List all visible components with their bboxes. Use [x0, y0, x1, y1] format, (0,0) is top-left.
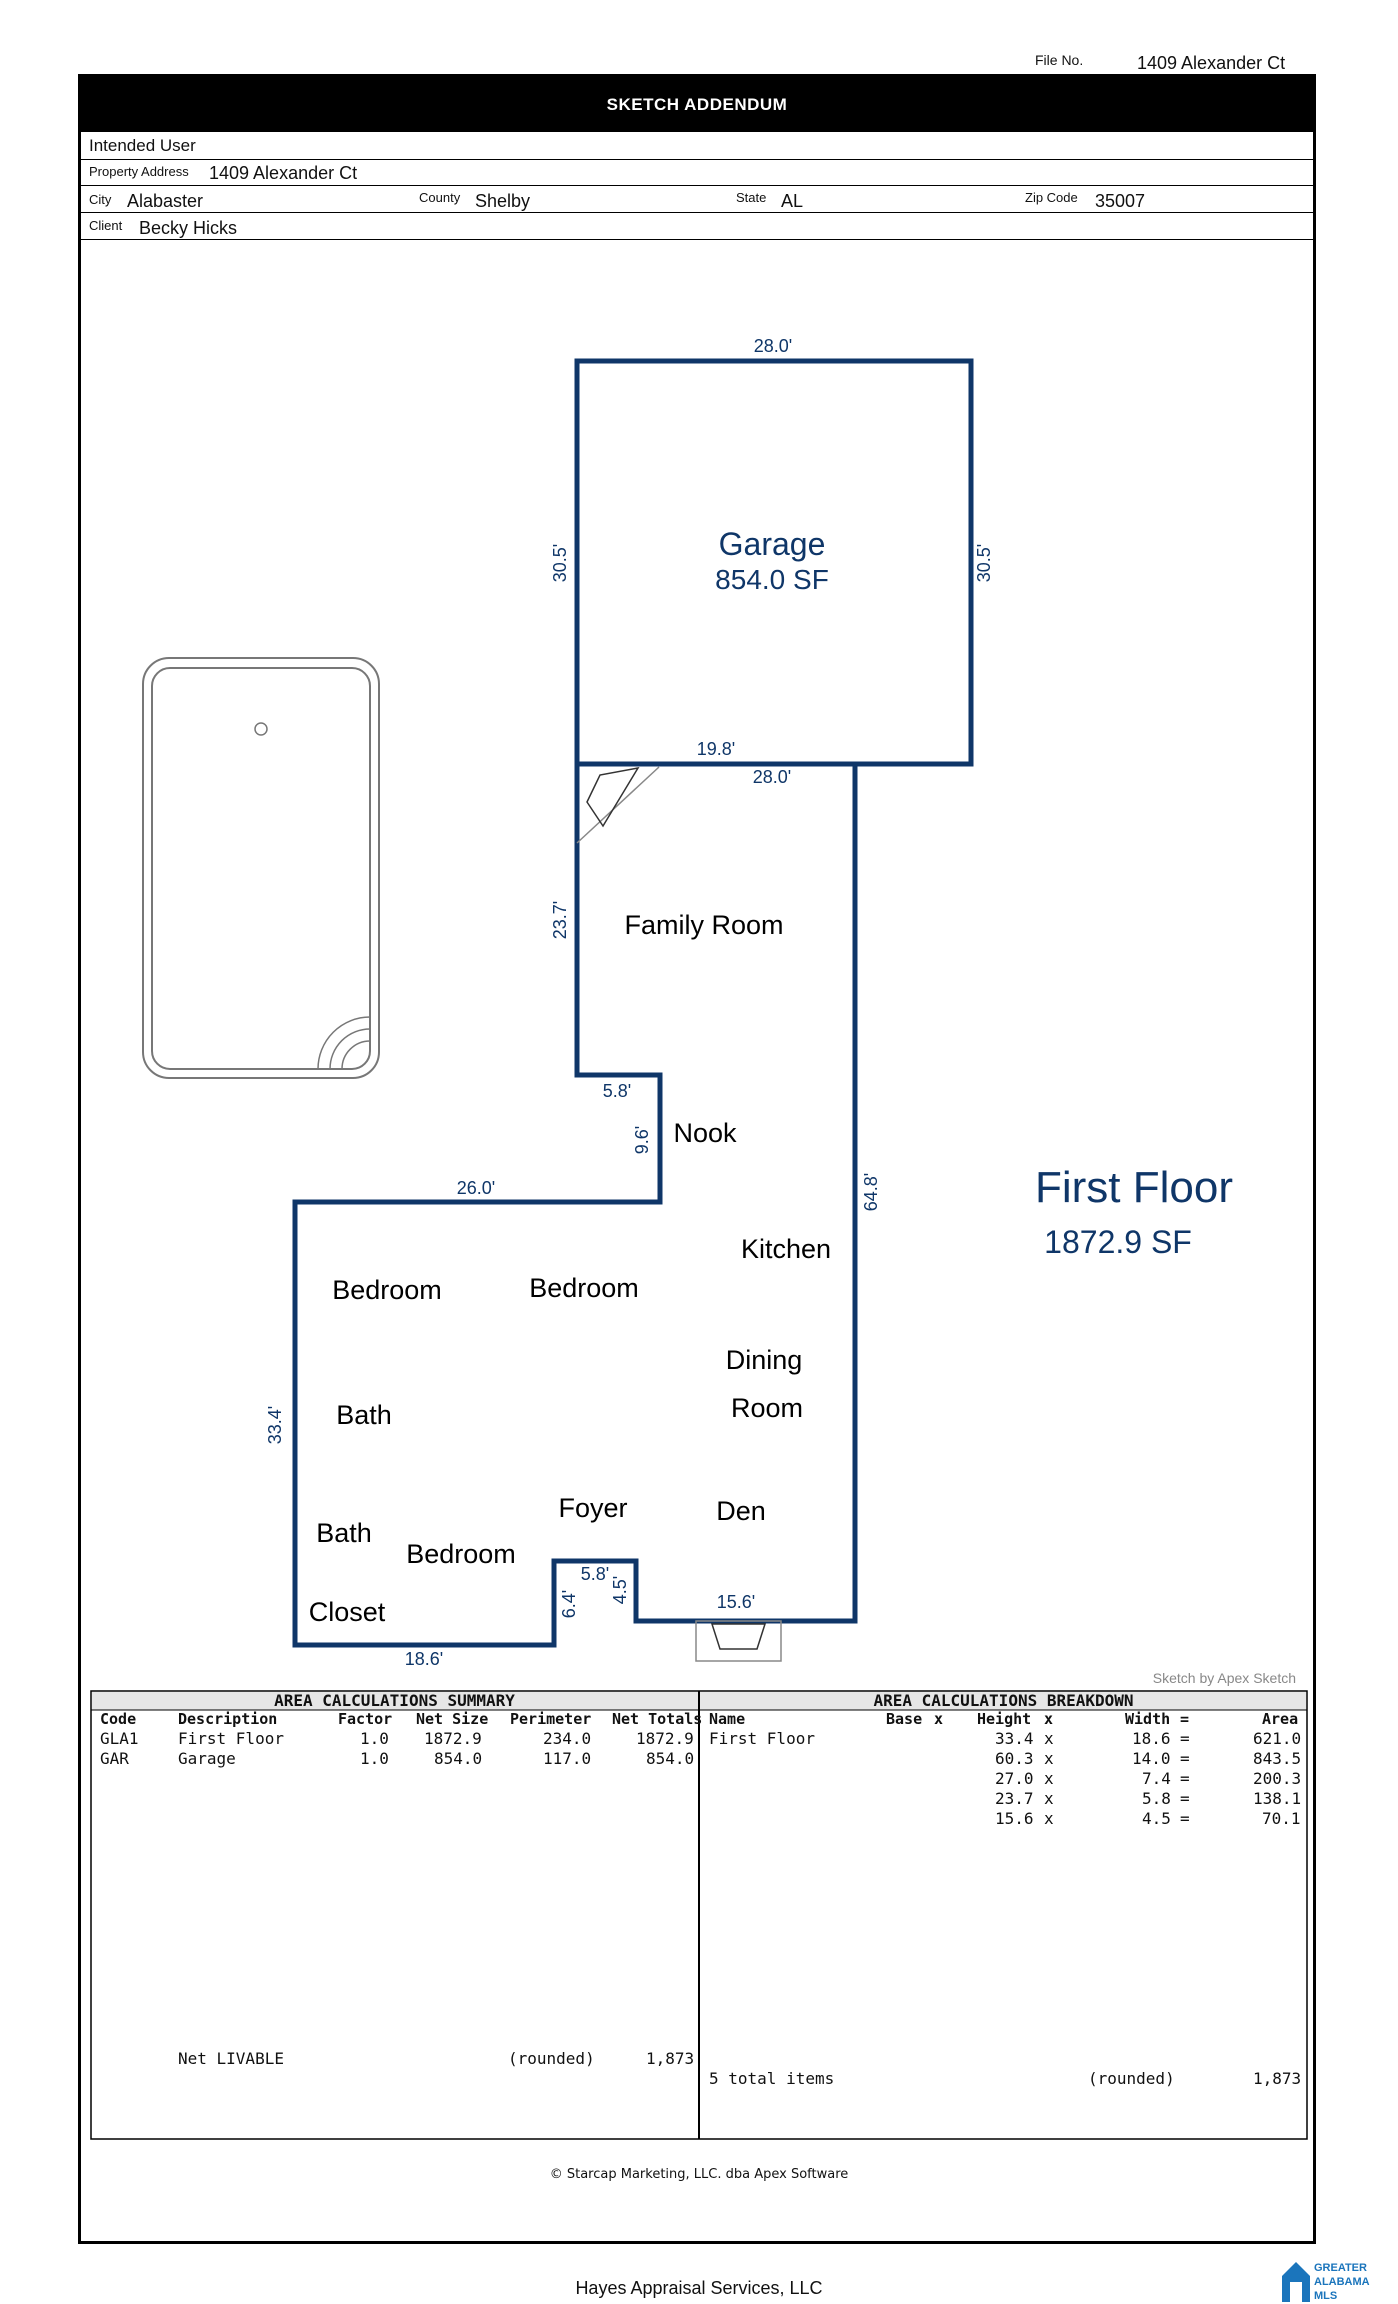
breakdown-total-rounded: (rounded) — [1088, 2069, 1175, 2088]
cell-code: GLA1 — [100, 1729, 139, 1748]
dim-notch-top: 5.8' — [580, 1564, 610, 1584]
cell-width: 18.6 — [1132, 1729, 1171, 1748]
room-dining: Dining — [725, 1345, 803, 1375]
breakdown-title: AREA CALCULATIONS BREAKDOWN — [873, 1691, 1134, 1710]
cell-height: 15.6 — [995, 1809, 1034, 1828]
net-livable-value: 1,873 — [646, 2049, 695, 2068]
dim-left-top: 26.0' — [456, 1178, 496, 1198]
cell-width: 4.5 — [1142, 1809, 1171, 1828]
dim-garage-left: 30.5' — [550, 543, 570, 583]
company-name: Hayes Appraisal Services, LLC — [575, 2278, 823, 2298]
cell-factor: 1.0 — [360, 1729, 389, 1748]
room-dining-2: Room — [730, 1393, 804, 1423]
city-label: City — [89, 192, 112, 207]
garage-outline — [577, 361, 971, 764]
cell-x: x — [1044, 1789, 1054, 1808]
garage-label: Garage — [718, 526, 826, 562]
col-name: Name — [709, 1710, 746, 1728]
dim-garage-bottom-right: 28.0' — [752, 767, 792, 787]
cell-area: 843.5 — [1253, 1749, 1302, 1768]
dim-garage-top: 28.0' — [753, 336, 793, 356]
cell-equals: = — [1180, 1729, 1190, 1748]
county-value: Shelby — [475, 191, 531, 211]
cell-height: 60.3 — [995, 1749, 1034, 1768]
net-livable-label: Net LIVABLE — [178, 2049, 284, 2068]
dimension-labels — [265, 336, 994, 1669]
entry-stoop-icon — [696, 1621, 781, 1661]
dim-garage-bottom-left: 19.8' — [696, 739, 736, 759]
cell-height: 27.0 — [995, 1769, 1034, 1788]
room-closet: Closet — [308, 1597, 386, 1627]
cell-net-totals: 1872.9 — [636, 1729, 694, 1748]
client-label: Client — [89, 218, 123, 233]
summary-title: AREA CALCULATIONS SUMMARY — [274, 1691, 515, 1710]
fireplace-icon — [577, 767, 659, 843]
col-height: Height — [977, 1710, 1032, 1728]
col-x1: x — [934, 1710, 944, 1728]
breakdown-name: First Floor — [709, 1729, 815, 1748]
state-value: AL — [781, 191, 804, 211]
file-no-value: 1409 Alexander Ct — [1137, 53, 1286, 73]
cell-net-size: 1872.9 — [424, 1729, 482, 1748]
sketch-credit: Sketch by Apex Sketch — [1152, 1670, 1296, 1686]
cell-x: x — [1044, 1749, 1054, 1768]
floor-area: 1872.9 SF — [1044, 1224, 1192, 1260]
dim-family-left: 23.7' — [550, 900, 570, 940]
col-net-totals: Net Totals — [612, 1710, 703, 1728]
logo-line-3: MLS — [1314, 2290, 1338, 2302]
cell-net-totals: 854.0 — [646, 1749, 695, 1768]
room-foyer: Foyer — [558, 1493, 628, 1523]
pool-icon — [143, 658, 379, 1078]
cell-height: 33.4 — [995, 1729, 1034, 1748]
intended-user-label: Intended User — [89, 136, 196, 155]
cell-x: x — [1044, 1809, 1054, 1828]
room-bath-1: Bath — [336, 1400, 392, 1430]
file-no-label: File No. — [1035, 52, 1084, 68]
cell-equals: = — [1180, 1749, 1190, 1768]
room-den: Den — [716, 1496, 766, 1526]
cell-area: 138.1 — [1253, 1789, 1302, 1808]
room-bedroom-1: Bedroom — [332, 1275, 442, 1305]
cell-width: 5.8 — [1142, 1789, 1171, 1808]
room-labels — [309, 910, 831, 1627]
cell-net-size: 854.0 — [434, 1749, 483, 1768]
cell-factor: 1.0 — [360, 1749, 389, 1768]
col-x2: x — [1044, 1710, 1054, 1728]
cell-equals: = — [1180, 1809, 1190, 1828]
copyright-text: © Starcap Marketing, LLC. dba Apex Software — [549, 2167, 849, 2182]
dim-garage-right: 30.5' — [974, 543, 994, 583]
dim-notch-right: 4.5' — [610, 1575, 630, 1605]
dim-nook-step: 5.8' — [602, 1081, 632, 1101]
county-label: County — [419, 190, 461, 205]
col-width: Width — [1125, 1710, 1171, 1728]
property-address-value: 1409 Alexander Ct — [209, 163, 358, 183]
zip-label: Zip Code — [1025, 190, 1078, 205]
cell-area: 621.0 — [1253, 1729, 1302, 1748]
dim-right-side: 64.8' — [861, 1172, 881, 1212]
dim-bottom-right: 15.6' — [716, 1592, 756, 1612]
logo-line-1: GREATER — [1314, 2262, 1367, 2274]
dim-nook-side: 9.6' — [632, 1125, 652, 1155]
city-value: Alabaster — [127, 191, 204, 211]
room-bedroom-2: Bedroom — [529, 1273, 639, 1303]
cell-area: 70.1 — [1262, 1809, 1301, 1828]
greater-alabama-mls-logo — [1278, 2258, 1378, 2304]
cell-description: First Floor — [178, 1729, 284, 1748]
area-calculations — [90, 1690, 1308, 2140]
room-nook: Nook — [673, 1118, 737, 1148]
cell-perimeter: 234.0 — [543, 1729, 592, 1748]
cell-width: 14.0 — [1132, 1749, 1171, 1768]
floor-label: First Floor — [1035, 1163, 1233, 1212]
col-perimeter: Perimeter — [510, 1710, 592, 1728]
col-code: Code — [100, 1710, 137, 1728]
cell-code: GAR — [100, 1749, 129, 1768]
state-label: State — [736, 190, 767, 205]
cell-perimeter: 117.0 — [543, 1749, 592, 1768]
col-equals: = — [1180, 1710, 1190, 1728]
garage-area: 854.0 SF — [715, 564, 829, 595]
net-livable-rounded: (rounded) — [508, 2049, 595, 2068]
room-bath-2: Bath — [316, 1518, 372, 1548]
breakdown-total-label: 5 total items — [709, 2069, 835, 2088]
cell-area: 200.3 — [1253, 1769, 1302, 1788]
room-kitchen: Kitchen — [740, 1234, 832, 1264]
dim-left-side: 33.4' — [265, 1405, 285, 1445]
dim-notch-side: 6.4' — [559, 1589, 579, 1619]
cell-description: Garage — [178, 1749, 236, 1768]
logo-line-2: ALABAMA — [1314, 2276, 1370, 2288]
col-factor: Factor — [338, 1710, 393, 1728]
cell-equals: = — [1180, 1769, 1190, 1788]
col-description: Description — [178, 1710, 278, 1728]
cell-width: 7.4 — [1142, 1769, 1171, 1788]
col-area: Area — [1262, 1710, 1299, 1728]
zip-value: 35007 — [1095, 191, 1146, 211]
breakdown-total-value: 1,873 — [1253, 2069, 1302, 2088]
property-address-label: Property Address — [89, 164, 189, 179]
cell-x: x — [1044, 1729, 1054, 1748]
page-title: SKETCH ADDENDUM — [81, 77, 1313, 132]
cell-height: 23.7 — [995, 1789, 1034, 1808]
room-family-room: Family Room — [624, 910, 784, 940]
client-value: Becky Hicks — [139, 218, 238, 238]
dim-bottom-left: 18.6' — [404, 1649, 444, 1669]
cell-x: x — [1044, 1769, 1054, 1788]
col-net-size: Net Size — [416, 1710, 489, 1728]
col-base: Base — [886, 1710, 923, 1728]
room-bedroom-3: Bedroom — [406, 1539, 516, 1569]
cell-equals: = — [1180, 1789, 1190, 1808]
